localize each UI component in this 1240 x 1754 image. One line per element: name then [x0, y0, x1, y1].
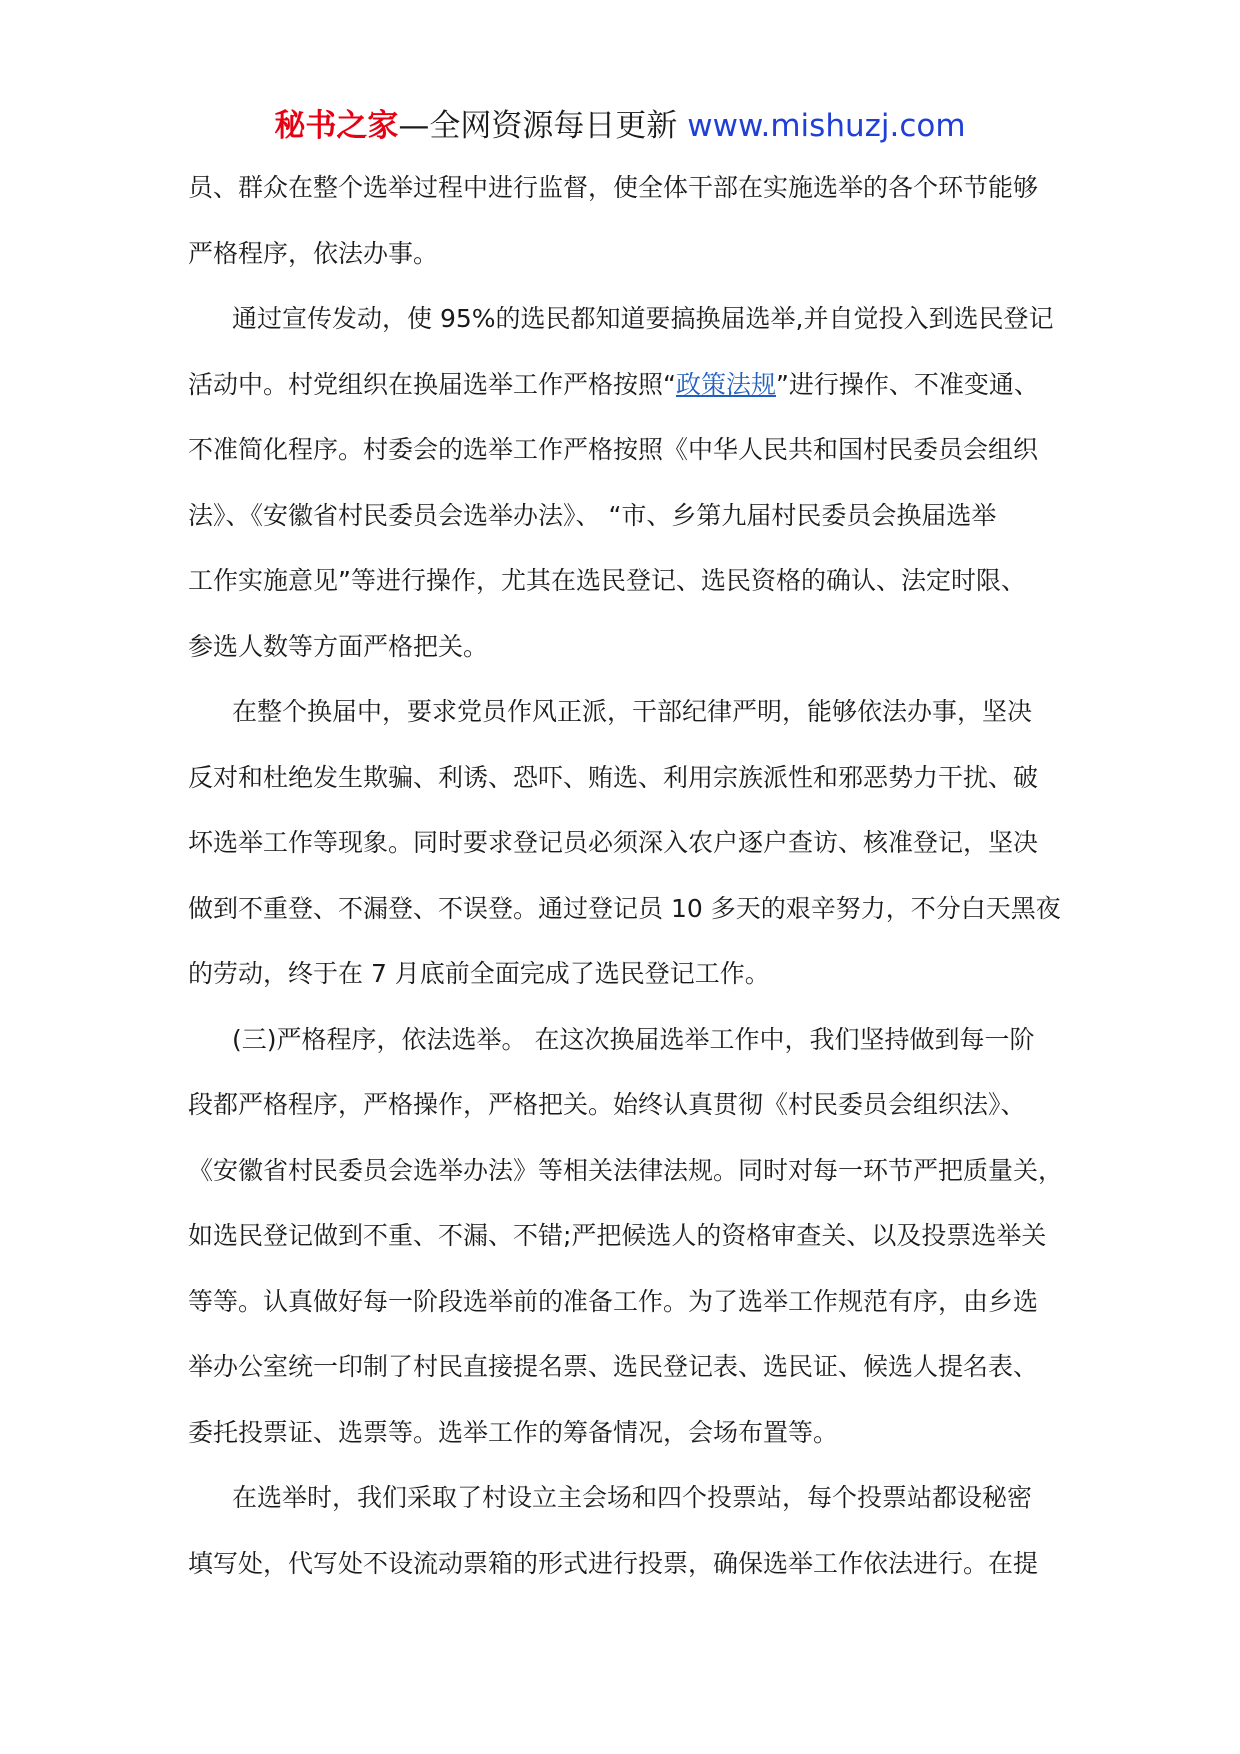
- text-line: 如选民登记做到不重、不漏、不错;严把候选人的资格审查关、以及投票选举关: [188, 1221, 1047, 1250]
- text-line: 参选人数等方面严格把关。: [188, 631, 489, 661]
- text-line: 的劳动，终于在 7 月底前全面完成了选民登记工作。: [188, 959, 770, 988]
- page-header: [0, 100, 1240, 152]
- text-line: 《安徽省村民委员会选举办法》等相关法律法规。同时对每一环节严把质量关，: [188, 1155, 1064, 1185]
- policy-link[interactable]: 政策法规: [675, 369, 776, 399]
- document-body: [188, 162, 1068, 1603]
- text-segment: 活动中。村党组织在换届选举工作严格按照“: [188, 369, 676, 399]
- text-line: 等等。认真做好每一阶段选举前的准备工作。为了选举工作规范有序，由乡选: [188, 1286, 1039, 1316]
- text-line: 工作实施意见”等进行操作，尤其在选民登记、选民资格的确认、法定时限、: [188, 566, 1026, 595]
- text-line: 段都严格程序，严格操作，严格把关。始终认真贯彻《村民委员会组织法》、: [188, 1090, 1026, 1119]
- text-line: 严格程序，依法办事。: [188, 238, 439, 268]
- text-line: 在选举时，我们采取了村设立主会场和四个投票站，每个投票站都设秘密: [232, 1483, 1033, 1512]
- text-line: 在整个换届中，要求党员作风正派，干部纪律严明，能够依法办事，坚决: [232, 697, 1033, 726]
- text-line: 员、群众在整个选举过程中进行监督，使全体干部在实施选举的各个环节能够: [188, 173, 1039, 202]
- text-line: 做到不重登、不漏登、不误登。通过登记员 10 多天的艰辛努力，不分白天黑夜: [188, 893, 1061, 923]
- text-line-with-link: [188, 359, 1068, 425]
- site-url: www.mishuzj.com: [687, 108, 966, 144]
- text-line: 反对和杜绝发生欺骗、利诱、恐吓、贿选、利用宗族派性和邪恶势力干扰、破: [188, 762, 1039, 792]
- header-slogan: —全网资源每日更新: [398, 108, 678, 144]
- text-line: 委托投票证、选票等。选举工作的筹备情况，会场布置等。: [188, 1417, 839, 1447]
- text-line: 填写处，代写处不设流动票箱的形式进行投票，确保选举工作依法进行。在提: [188, 1548, 1039, 1578]
- text-line: 法》、《安徽省村民委员会选举办法》、 “市、乡第九届村民委员会换届选举: [188, 500, 997, 530]
- text-line: 不准简化程序。村委会的选举工作严格按照《中华人民共和国村民委员会组织: [188, 435, 1039, 464]
- text-segment: ”进行操作、不准变通、: [775, 369, 1039, 399]
- text-line: 坏选举工作等现象。同时要求登记员必须深入农户逐户查访、核准登记，坚决: [188, 828, 1039, 857]
- text-line: (三)严格程序，依法选举。 在这次换届选举工作中，我们坚持做到每一阶: [232, 1024, 1035, 1054]
- text-line: 举办公室统一印制了村民直接提名票、选民登记表、选民证、候选人提名表、: [188, 1352, 1039, 1381]
- text-line: 通过宣传发动，使 95%的选民都知道要搞换届选举,并自觉投入到选民登记: [232, 304, 1054, 333]
- brand-name: 秘书之家: [274, 108, 399, 144]
